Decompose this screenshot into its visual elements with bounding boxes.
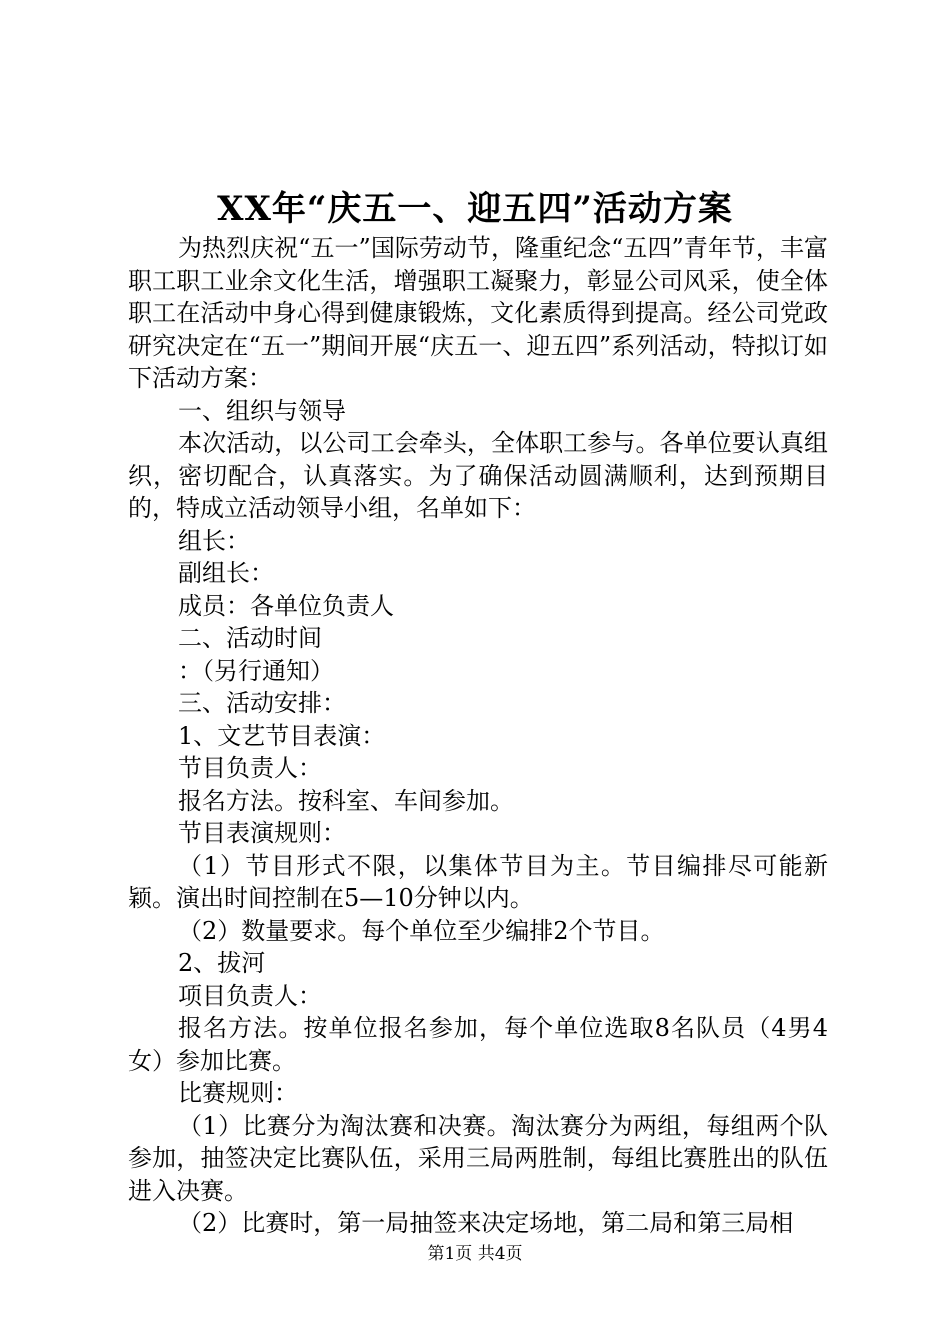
paragraph-match-rule-2: （2）比赛时，第一局抽签来决定场地，第二局和第三局相: [178, 1209, 794, 1237]
line-performance-lead: 节目负责人：: [178, 754, 322, 782]
heading-tug-of-war: 2、拔河: [178, 949, 266, 977]
paragraph-performance-rule-1: （1）节目形式不限，以集体节目为主。节目编排尽可能新颖。演出时间控制在5—10分钟以内。: [128, 851, 828, 912]
heading-performance-rules: 节目表演规则：: [178, 819, 346, 847]
document-body: [128, 232, 828, 1240]
heading-arrangement: 三、活动安排：: [178, 689, 346, 717]
heading-performance: 1、文艺节目表演：: [178, 721, 386, 750]
line-tug-lead: 项目负责人：: [178, 981, 322, 1010]
paragraph-match-rule-1: （1）比赛分为淘汰赛和决赛。淘汰赛分为两组，每组两个队参加，抽签决定比赛队伍，采用三局两胜制，每组比赛胜出的队伍进入决赛。: [128, 1111, 828, 1205]
paragraph-tug-signup: 报名方法。按单位报名参加，每个单位选取8名队员（4男4女）参加比赛。: [128, 1014, 828, 1075]
line-leader: 组长：: [178, 526, 250, 555]
line-time: ：（另行通知）: [178, 656, 334, 685]
heading-time: 二、活动时间: [178, 624, 322, 652]
line-deputy-leader: 副组长：: [178, 559, 274, 587]
line-members: 成员：各单位负责人: [178, 591, 394, 620]
line-performance-signup: 报名方法。按科室、车间参加。: [178, 786, 514, 815]
paragraph-organization: 本次活动，以公司工会牵头，全体职工参与。各单位要认真组织，密切配合，认真落实。为了确保活动圆满顺利，达到预期目的，特成立活动领导小组，名单如下：: [128, 429, 828, 522]
heading-organization: 一、组织与领导: [178, 396, 346, 425]
heading-match-rules: 比赛规则：: [178, 1079, 298, 1107]
paragraph-performance-rule-2: （2）数量要求。每个单位至少编排2个节目。: [178, 916, 665, 945]
paragraph-intro: 为热烈庆祝“五一”国际劳动节，隆重纪念“五四”青年节，丰富职工职工业余文化生活，增强职工凝聚力，彰显公司风采，使全体职工在活动中身心得到健康锻炼，文化素质得到提高。经公司党政研究决定在“五一”期间开展“庆五一、迎五四”系列活动，特拟订如下活动方案：: [128, 234, 828, 392]
page-number: 第1页 共4页: [427, 1244, 523, 1264]
document-title: XX年“庆五一、迎五四”活动方案: [217, 189, 733, 229]
